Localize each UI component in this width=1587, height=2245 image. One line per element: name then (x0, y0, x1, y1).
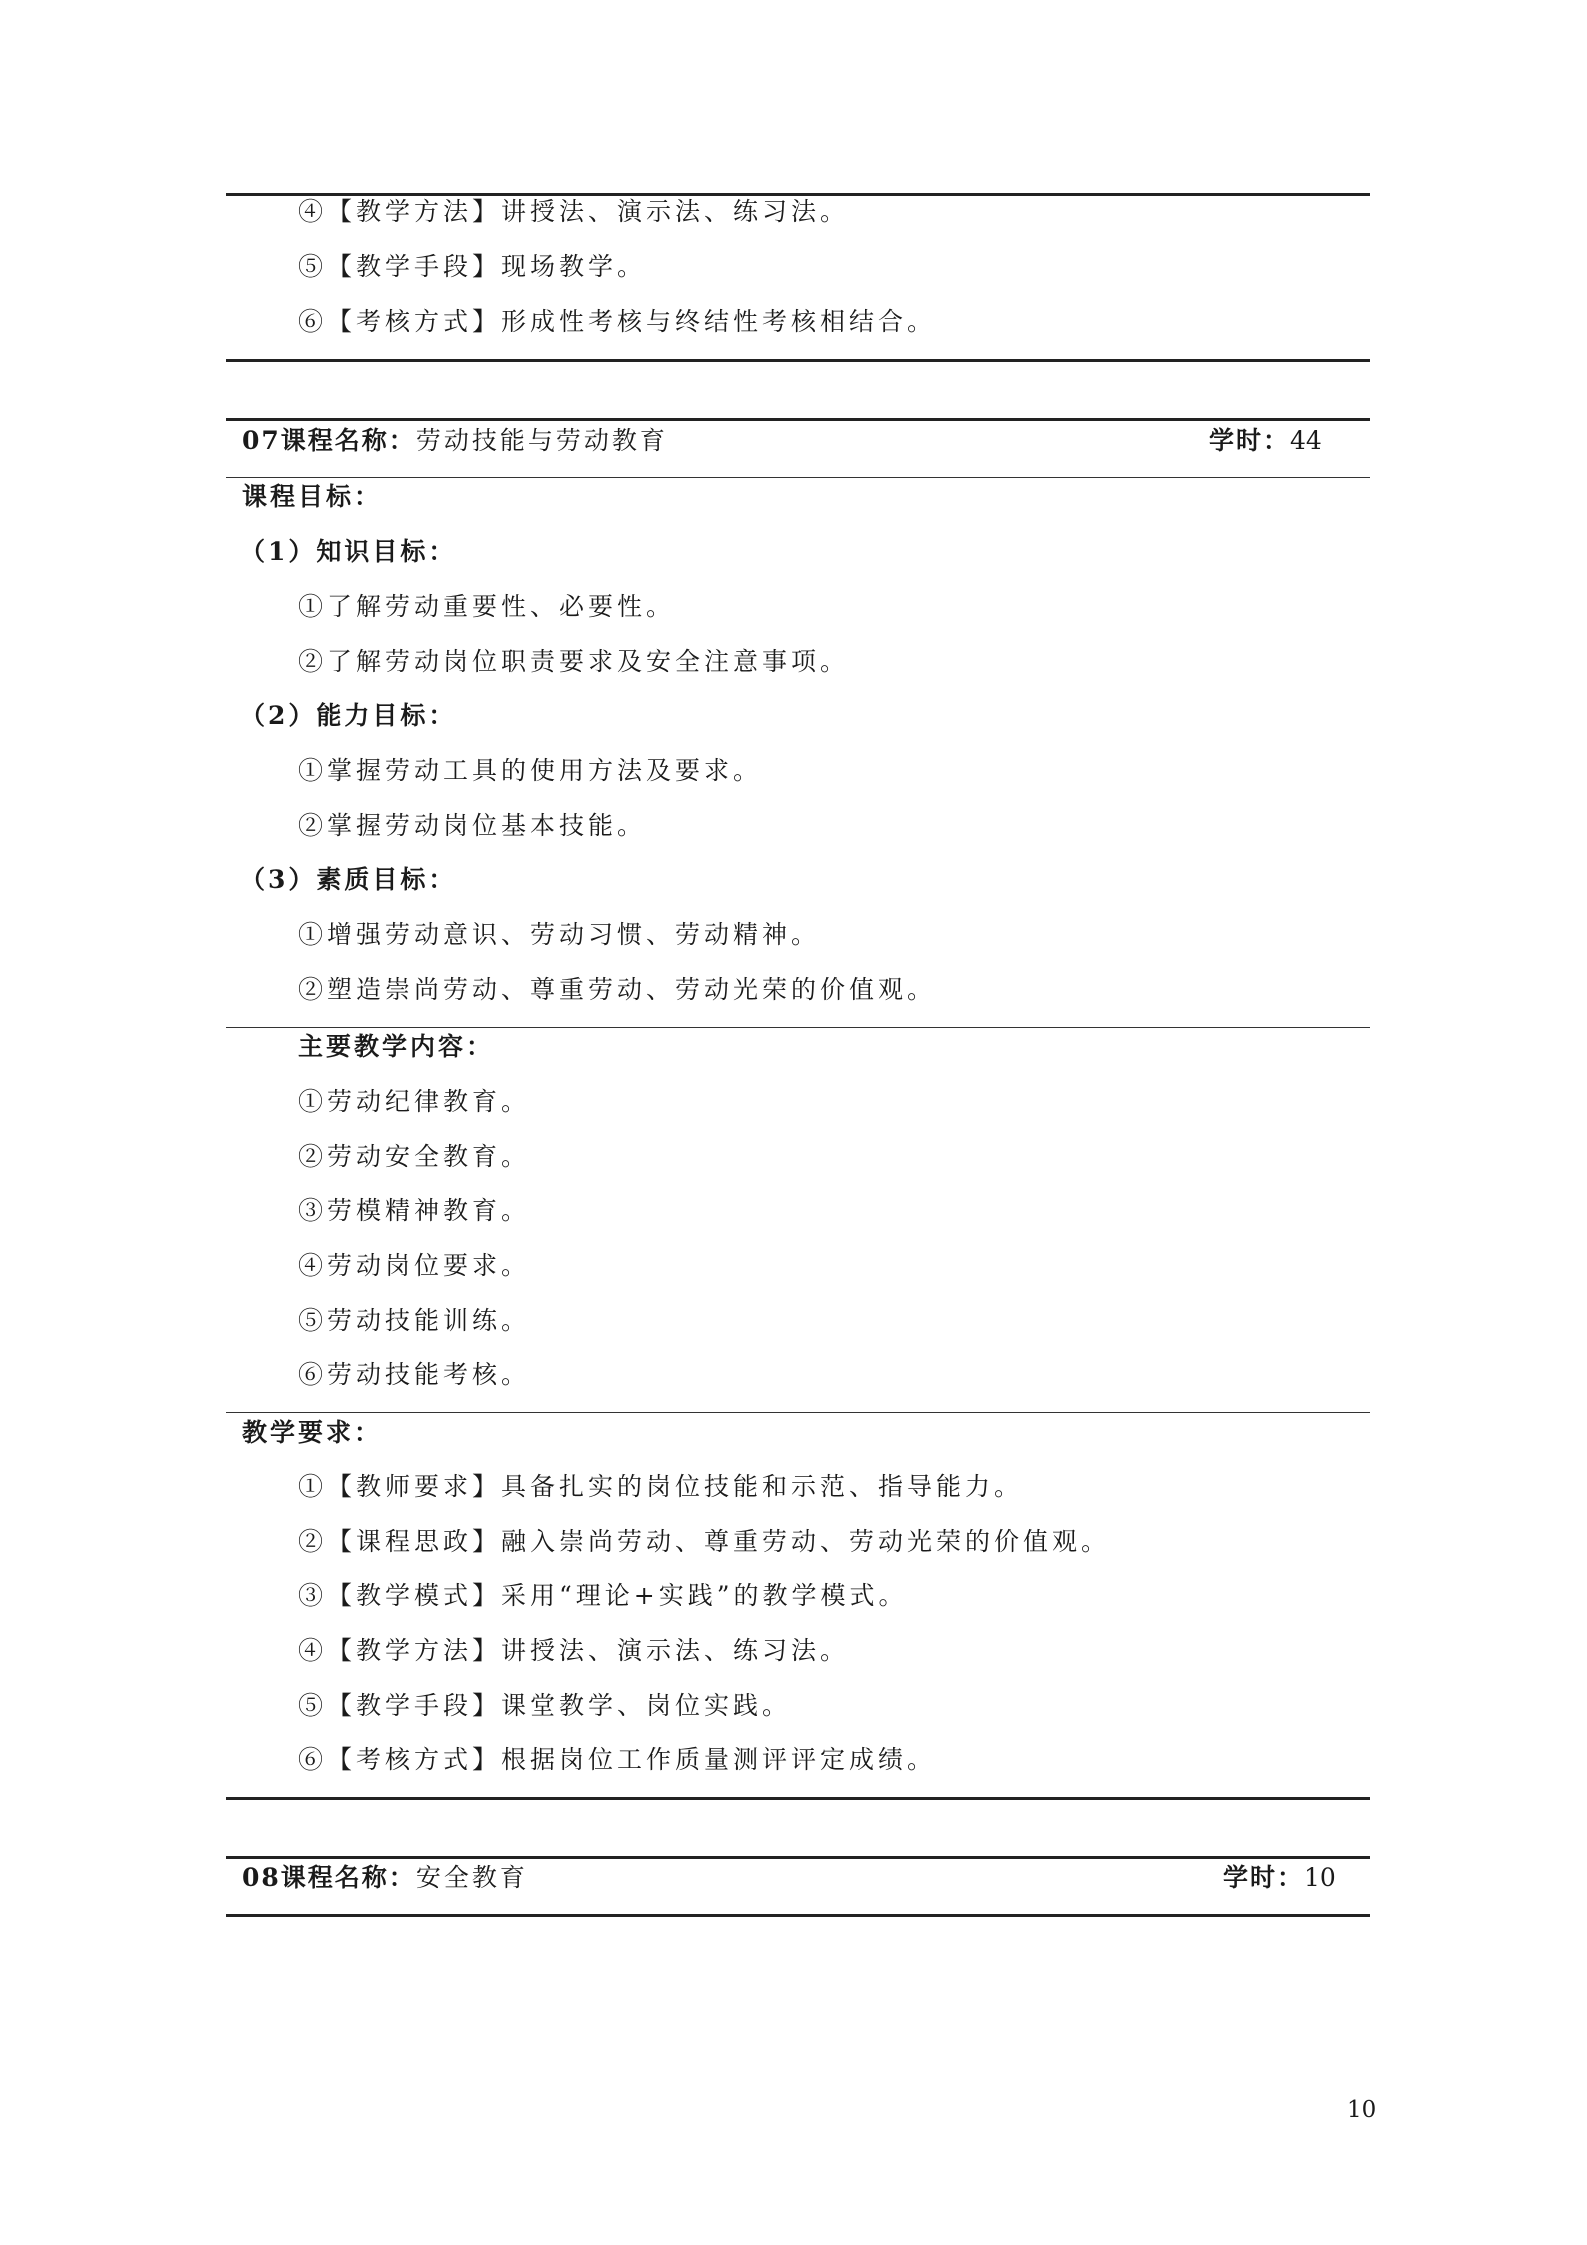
goals-heading: 课程目标： (242, 482, 383, 511)
requirement-item: ⑤【教学手段】课堂教学、岗位实践。 (298, 1691, 792, 1720)
course-name: 劳动技能与劳动教育 (415, 426, 668, 455)
table-bottom-border (226, 359, 1370, 362)
requirement-item: ②【课程思政】融入崇尚劳动、尊重劳动、劳动光荣的价值观。 (298, 1527, 1111, 1556)
course-hours (1223, 1862, 1336, 1894)
ability-item: ②掌握劳动岗位基本技能。 (298, 811, 647, 840)
course-title-row (242, 425, 668, 457)
ability-item: ①掌握劳动工具的使用方法及要求。 (298, 756, 763, 785)
content-item: ③劳模精神教育。 (298, 1196, 531, 1225)
course-hours (1209, 425, 1322, 457)
quality-heading: （3）素质目标： (240, 865, 457, 894)
course-title-row (242, 1862, 528, 1894)
row-divider (226, 1027, 1370, 1028)
quality-item: ②塑造崇尚劳动、尊重劳动、劳动光荣的价值观。 (298, 975, 937, 1004)
requirement-item: ③【教学模式】采用“理论+实践”的教学模式。 (298, 1581, 908, 1610)
table-bottom-border (226, 1797, 1370, 1800)
hours-value: 10 (1304, 1863, 1336, 1892)
course-name-label: 课程名称： (280, 426, 416, 455)
course-name: 安全教育 (415, 1863, 528, 1892)
requirement-item: ⑥【考核方式】根据岗位工作质量测评评定成绩。 (298, 1745, 937, 1774)
table-top-border (226, 418, 1370, 421)
content-heading: 主要教学内容： (298, 1032, 495, 1061)
quality-item: ①增强劳动意识、劳动习惯、劳动精神。 (298, 920, 821, 949)
content-item: ②劳动安全教育。 (298, 1142, 531, 1171)
table-top-border (226, 1856, 1370, 1859)
hours-value: 44 (1290, 426, 1322, 455)
requirements-heading: 教学要求： (242, 1418, 383, 1447)
hours-label: 学时： (1223, 1863, 1305, 1892)
content-item: ⑤劳动技能训练。 (298, 1306, 531, 1335)
course-name-label: 课程名称： (280, 1863, 416, 1892)
ability-heading: （2）能力目标： (240, 701, 457, 730)
hours-label: 学时： (1209, 426, 1291, 455)
row-divider (226, 1412, 1370, 1413)
knowledge-item: ①了解劳动重要性、必要性。 (298, 592, 676, 621)
content-item: ①劳动纪律教育。 (298, 1087, 531, 1116)
page-number: 10 (1347, 2097, 1377, 2123)
prev-course-line: ⑤【教学手段】现场教学。 (298, 252, 647, 281)
knowledge-heading: （1）知识目标： (240, 537, 457, 566)
prev-course-line: ⑥【考核方式】形成性考核与终结性考核相结合。 (298, 307, 937, 336)
content-item: ⑥劳动技能考核。 (298, 1360, 531, 1389)
row-divider (226, 477, 1370, 478)
knowledge-item: ②了解劳动岗位职责要求及安全注意事项。 (298, 647, 850, 676)
content-item: ④劳动岗位要求。 (298, 1251, 531, 1280)
course-number: 08 (242, 1863, 281, 1892)
requirement-item: ①【教师要求】具备扎实的岗位技能和示范、指导能力。 (298, 1472, 1024, 1501)
course-number: 07 (242, 426, 281, 455)
requirement-item: ④【教学方法】讲授法、演示法、练习法。 (298, 1636, 850, 1665)
table-bottom-border (226, 1914, 1370, 1917)
prev-course-line: ④【教学方法】讲授法、演示法、练习法。 (298, 197, 850, 226)
